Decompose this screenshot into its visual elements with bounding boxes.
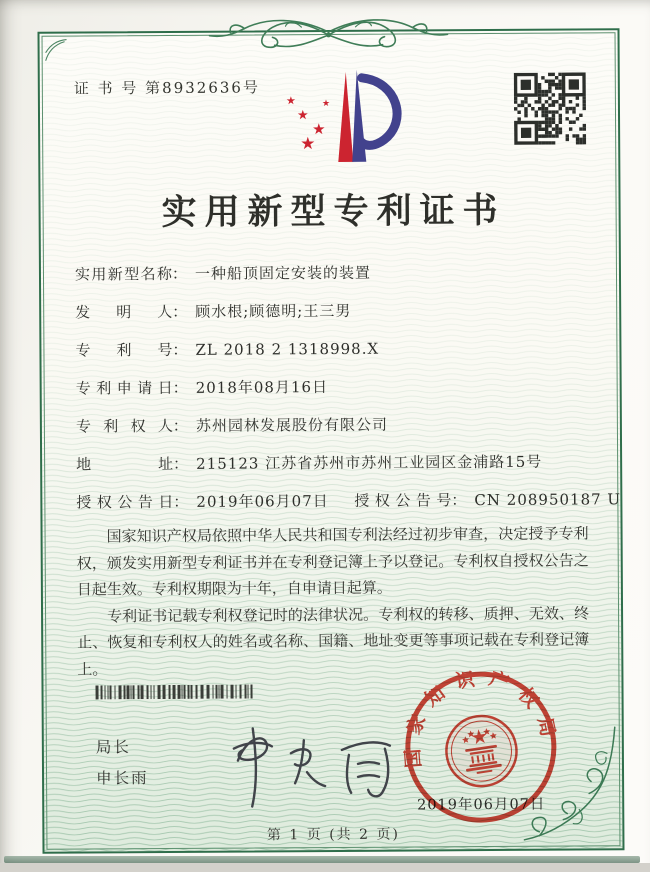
field-colon: ： [173,492,189,511]
field-row-filing-date [76,374,590,415]
field-label: 专利权人 [75,416,173,436]
body-paragraph-2: 专利证书记载专利权登记时的法律状况。专利权的转移、质押、无效、终止、恢复和专利权人的姓名或名称、国籍、地址变更等事项记载在专利登记簿上。 [77,603,590,679]
qr-code [514,72,586,144]
svg-text:★: ★ [300,134,316,155]
legal-text [76,520,589,682]
svg-text:★: ★ [296,108,309,124]
field-colon: ： [451,491,467,510]
seal-text: 国家知识产权局 [400,666,562,769]
field-label: 专利号 [75,340,173,360]
scan-bottom-edge [4,856,640,863]
certificate-number: 证 书 号 第8932636号 [73,78,261,98]
field-value: 2018年08月16日 [195,378,329,397]
field-colon: ： [172,378,188,397]
field-colon: ： [171,264,188,283]
scan-bottom-shadow [0,863,650,872]
field-value: 2019年06月07日 [196,492,329,511]
field-colon: ： [172,416,188,435]
field-label: 地址 [76,454,174,474]
field-label: 发明人 [75,302,173,322]
field-row-patentee [76,412,590,453]
svg-text:★: ★ [285,94,296,108]
field-row-patent-no [75,336,589,377]
field-value: 一种船顶固定安装的装置 [194,263,372,283]
commissioner-title: 局长 [95,738,131,757]
barcode [95,684,257,699]
commissioner-name: 申长雨 [96,769,149,788]
field-colon: ： [172,340,188,359]
body-paragraph-1: 国家知识产权局依照中华人民共和国专利法经过初步审查，决定授予专利权，颁发实用新型专利证书并在专利登记簿上予以登记。专利权自授权公告之日起生效。专利权期限为十年，自申请日起算。 [76,524,589,599]
field-row-inventors [75,298,589,339]
field-row-address [76,450,590,491]
field-row-name [75,260,589,301]
field-value: CN 208950187 U [474,490,622,510]
top-border-ornament-icon [203,14,453,56]
certificate-title: 实用新型专利证书 [161,189,506,234]
corner-ornament-icon [43,37,77,71]
cnipa-logo-icon [284,64,405,173]
field-label: 实用新型名称 [74,264,173,284]
field-label: 授权公告号 [354,491,452,510]
official-seal-icon [390,656,572,838]
field-value: 顾水根;顾德明;王三男 [195,301,352,321]
signer-block [96,735,149,797]
field-label: 授权公告日 [76,492,174,512]
field-colon: ： [172,302,188,321]
field-grant-no [354,488,621,511]
page-indicator: 第 1 页 (共 2 页) [266,826,400,844]
field-list [74,260,622,529]
field-value: ZL 2018 2 1318998.X [195,339,380,359]
field-label: 专利申请日 [75,378,173,398]
seal-date: 2019年06月07日 [417,796,546,814]
svg-text:★: ★ [312,120,326,139]
signature-icon [212,720,413,813]
field-value: 215123 江苏省苏州市苏州工业园区金浦路15号 [196,452,543,473]
field-value: 苏州园林发展股份有限公司 [195,415,388,435]
field-colon: ： [173,454,189,473]
svg-text:★: ★ [321,98,331,110]
certificate-frame [37,28,624,854]
